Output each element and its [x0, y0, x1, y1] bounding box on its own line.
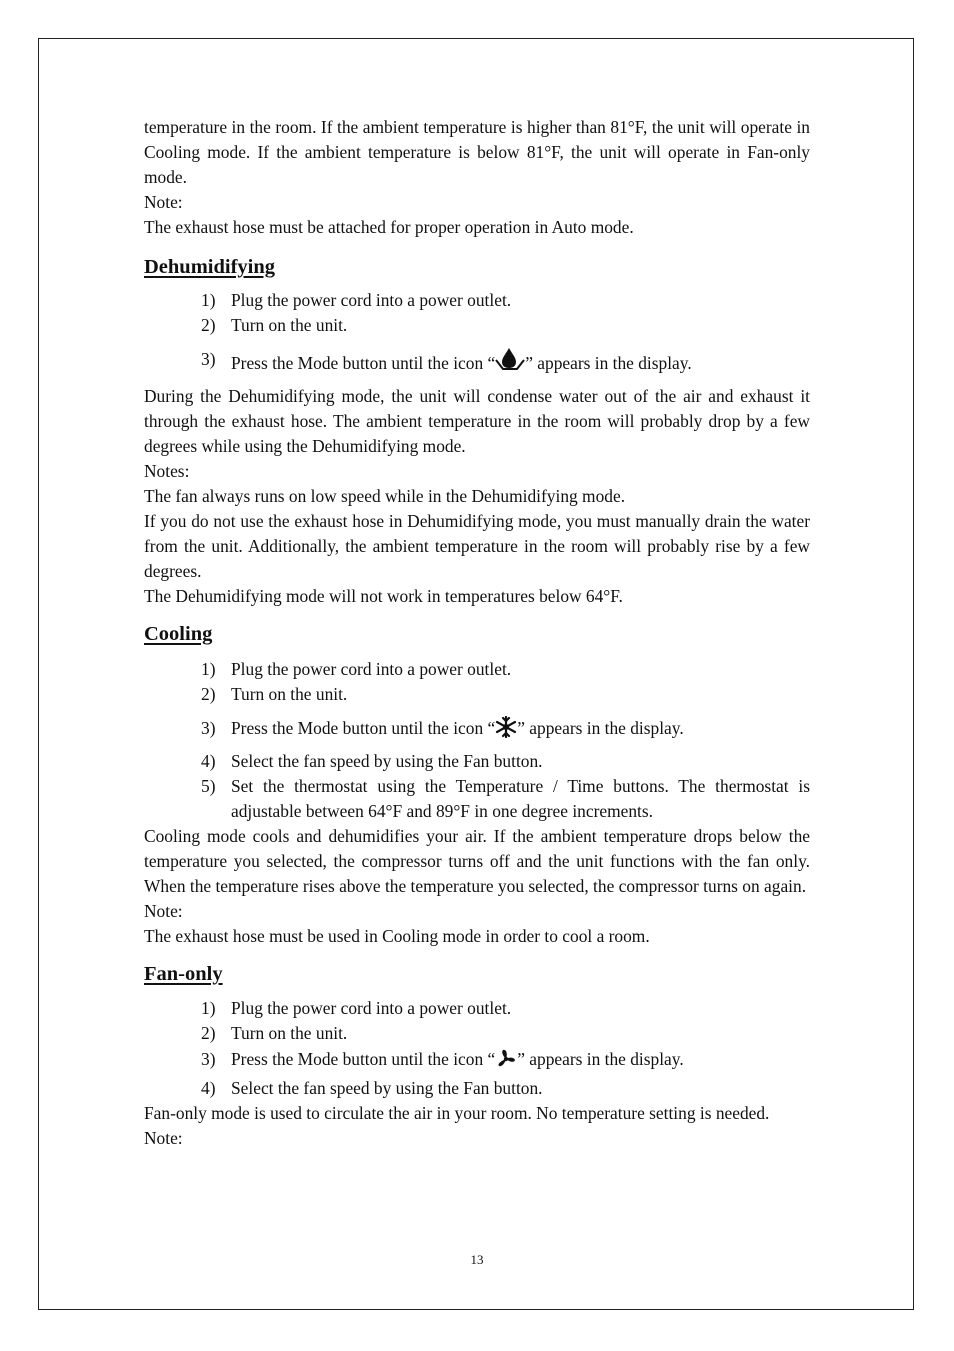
- step-number: 2): [201, 315, 216, 335]
- cooling-steps: [144, 657, 810, 824]
- step-text-pre: Press the Mode button until the icon “: [231, 353, 496, 373]
- step-text-pre: Press the Mode button until the icon “: [231, 1049, 496, 1069]
- list-item: [201, 749, 810, 774]
- intro-paragraph: temperature in the room. If the ambient temperature is higher than 81°F, the unit will operate in Cooling mode. If the ambient temperature is below 81°F, the unit will operate in Fan-only mode.: [144, 117, 810, 187]
- step-text: Select the fan speed by using the Fan button.: [231, 1078, 543, 1098]
- cooling-paragraph: Cooling mode cools and dehumidifies your air. If the ambient temperature drops below the temperature you selected, the compressor turns off and the unit functions with the fan only. When the temperature rises above the temperature you selected, the compressor turns on again.: [144, 826, 810, 896]
- step-text-post: ” appears in the display.: [525, 353, 692, 373]
- list-item: [201, 347, 810, 380]
- step-number: 3): [201, 1049, 216, 1069]
- list-item: [201, 774, 810, 824]
- cooling-heading: Cooling: [144, 623, 213, 645]
- step-number: 3): [201, 349, 216, 369]
- step-number: 2): [201, 1023, 216, 1043]
- list-item: [201, 657, 810, 682]
- step-number: 1): [201, 659, 216, 679]
- step-text: Turn on the unit.: [231, 315, 348, 335]
- step-text: Set the thermostat using the Temperature / Time buttons. The thermostat is adjustable between 64°F and 89°F in one degree increments.: [231, 776, 810, 821]
- intro-note-label: Note:: [144, 192, 183, 212]
- dehumidifying-heading: Dehumidifying: [144, 256, 275, 278]
- list-item: [201, 1076, 810, 1101]
- snowflake-icon: [495, 716, 517, 745]
- step-text-pre: Press the Mode button until the icon “: [231, 718, 496, 738]
- fan-icon: [495, 1049, 517, 1076]
- fan-only-note-label: Note:: [144, 1128, 183, 1148]
- fan-only-heading: Fan-only: [144, 963, 223, 985]
- list-item: [201, 1047, 810, 1076]
- list-item: [201, 1021, 810, 1046]
- cooling-note-label: Note:: [144, 901, 183, 921]
- step-text: Plug the power cord into a power outlet.: [231, 998, 512, 1018]
- step-number: 2): [201, 684, 216, 704]
- step-text: Plug the power cord into a power outlet.: [231, 659, 512, 679]
- page-content: [144, 115, 810, 1151]
- dehumidifying-note-1: The fan always runs on low speed while in the Dehumidifying mode.: [144, 486, 626, 506]
- list-item: [201, 682, 810, 707]
- dehumidifying-steps: [144, 288, 810, 380]
- cooling-note: The exhaust hose must be used in Cooling mode in order to cool a room.: [144, 926, 650, 946]
- fan-only-paragraph: Fan-only mode is used to circulate the air in your room. No temperature setting is needed.: [144, 1103, 770, 1123]
- step-text: Turn on the unit.: [231, 684, 348, 704]
- step-text: Plug the power cord into a power outlet.: [231, 290, 512, 310]
- step-text-post: ” appears in the display.: [517, 718, 684, 738]
- step-number: 5): [201, 776, 216, 796]
- step-number: 1): [201, 998, 216, 1018]
- dehumidifying-notes-label: Notes:: [144, 461, 190, 481]
- step-number: 4): [201, 751, 216, 771]
- step-text: Turn on the unit.: [231, 1023, 348, 1043]
- step-number: 3): [201, 718, 216, 738]
- fan-only-steps: [144, 996, 810, 1101]
- step-text-post: ” appears in the display.: [517, 1049, 684, 1069]
- step-number: 1): [201, 290, 216, 310]
- step-text: Select the fan speed by using the Fan button.: [231, 751, 543, 771]
- intro-note: The exhaust hose must be attached for proper operation in Auto mode.: [144, 217, 634, 237]
- dehumidifying-note-2: If you do not use the exhaust hose in Dehumidifying mode, you must manually drain the water from the unit. Additionally, the ambient temperature in the room will probably rise by a few degrees.: [144, 511, 810, 581]
- dehumidifying-paragraph: During the Dehumidifying mode, the unit will condense water out of the air and exhaust it through the exhaust hose. The ambient temperature in the room will probably drop by a few degrees while using the Dehumidifying mode.: [144, 386, 810, 456]
- list-item: [201, 996, 810, 1021]
- step-number: 4): [201, 1078, 216, 1098]
- water-drop-icon: [495, 347, 525, 380]
- list-item: [201, 716, 810, 745]
- page-number: 13: [470, 1252, 484, 1267]
- list-item: [201, 288, 810, 313]
- list-item: [201, 313, 810, 338]
- dehumidifying-note-3: The Dehumidifying mode will not work in temperatures below 64°F.: [144, 586, 623, 606]
